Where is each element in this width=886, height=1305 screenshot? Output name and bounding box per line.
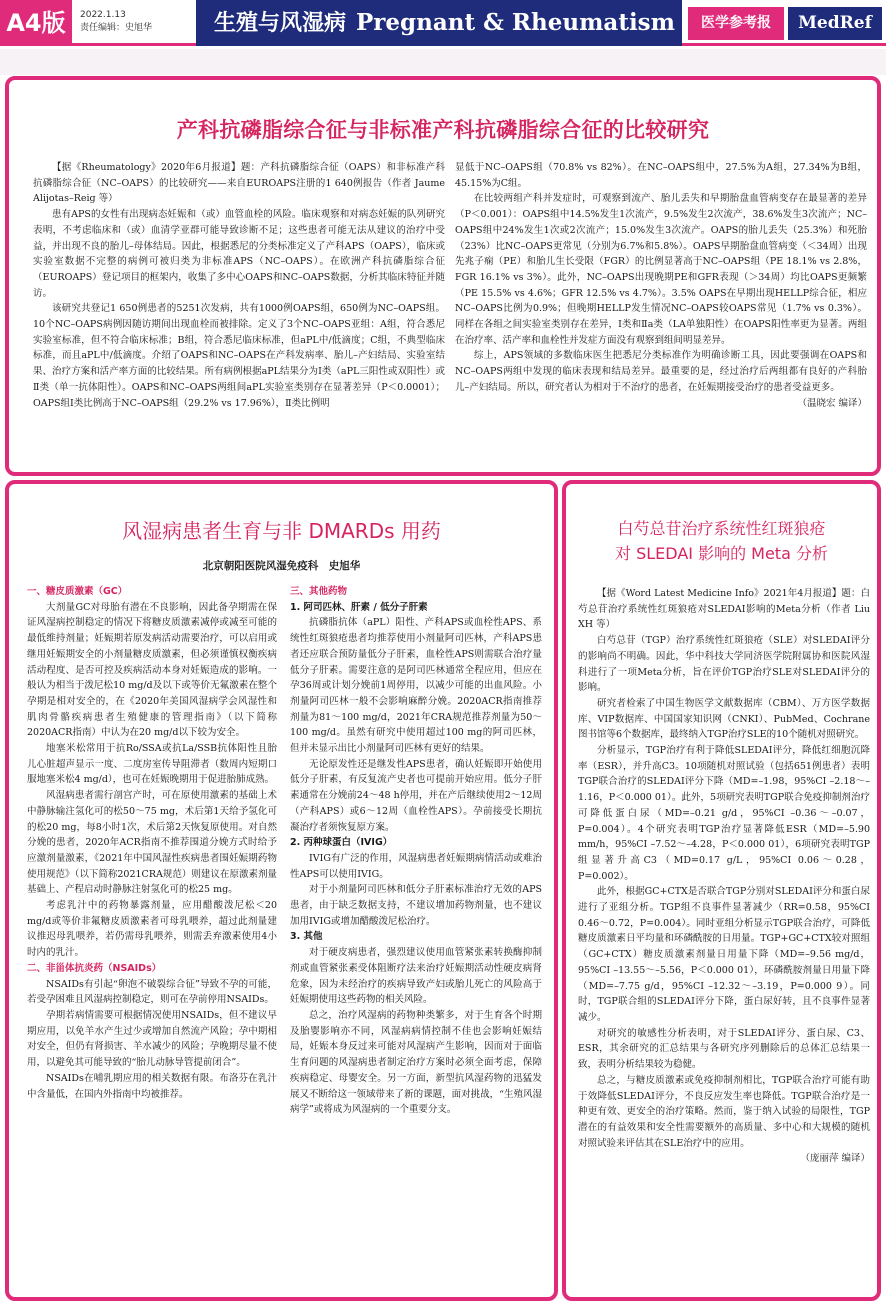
brand-en-logo: MedRef — [788, 7, 882, 40]
article1-column-left — [33, 160, 445, 472]
article3-paragraph: 【据《Word Latest Medicine Info》2021年4月报道】题：白芍总苷治疗系统性红斑狼疮对SLEDAI影响的Meta分析（作者 Liu XH 等） — [578, 588, 870, 631]
article1-paragraph: 该研究共登记1 650例患者的5251次发病，共有1000例OAPS组，650例为NC–OAPS组。10个NC–OAPS病例因随访期间出现血栓而被排除。定义了3个NC–OAPS亚组：A组，符合悉尼实验室标准，但不符合临床标准；B组，符合悉尼临床标准，但aPL中/低滴度；C组，不典型临床标准，而且aPL中/低滴度。介绍了OAPS和NC–OAPS在产科发病率、胎儿–产妇结局、实验室结果、治疗方案和活产率方面的比较结果。所有病例根据aPL结果分为Ⅰ类（aPL三阳性或双阳性）或Ⅱ类（单一抗体阳性）。OAPS和NC–OAPS两组间aPL实验室类别存在显著差异（P＜0.0001）；OAPS组Ⅰ类比例高于NC–OAPS组（29.2% vs 17.96%），Ⅱ类比例明 — [33, 303, 445, 409]
article2-paragraph: 大剂量GC对母胎有潜在不良影响，因此备孕期需在保证风湿病控制稳定的情况下将糖皮质激素减停或减至可能的最低维持剂量；妊娠期若原发病活动需要治疗，可以启用或继用妊娠期安全的小剂量糖皮质激素，但必须谨慎权衡疾病活动程度、是否可控及疾病活动本身对妊娠造成的影响。一般认为相当于泼尼松10 mg/d及以下或等价无氟激素在整个孕期是相对安全的，在《2020年美国风湿病学会风湿性和肌肉骨骼疾病患者生殖健康的管理指南》（以下简称2020ACR指南）中认为在20 mg/d以下较为安全。 — [27, 601, 277, 739]
page-number: A4版 — [0, 0, 72, 46]
article1-paragraph: 综上，APS领域的多数临床医生把悉尼分类标准作为明确诊断工具，因此要强调在OAPS和NC–OAPS两组中发现的临床表现和结局差异。最重要的是，经过治疗后两组都有良好的产科胎儿–产妇结局。所以，研究者认为相对于不治疗的患者，在妊娠期接受治疗的患者受益更多。 — [455, 350, 867, 393]
article2-paragraph: NSAIDs有引起“卵泡不破裂综合征”导致不孕的可能，若受孕困难且风湿病控制稳定，则可在孕前停用NSAIDs。 — [27, 978, 277, 1006]
issue-editor: 责任编辑：史旭华 — [80, 23, 153, 33]
article2-heading: 一、糖皮质激素（GC） — [27, 586, 128, 597]
article2-paragraph: 孕期若病情需要可根据情况使用NSAIDs，但不建议早期应用，以免羊水产生过少或增加自然流产风险；孕中期相对安全，但仍有肾损害、羊水减少的风险；孕晚期尽量不使用，以避免其可能导致的“胎儿动脉导管提前闭合”。 — [27, 1009, 277, 1069]
article2-paragraph: 对于小剂量阿司匹林和低分子肝素标准治疗无效的APS患者，由于缺乏数据支持，不建议增加药物剂量，也不建议加用IVIG或增加醋酸泼尼松治疗。 — [290, 884, 542, 927]
article2-paragraph: NSAIDs在哺乳期应用的相关数据有限。布洛芬在乳汁中含量低，在国内外指南中均被推荐。 — [27, 1072, 277, 1100]
article2-paragraph: 地塞米松常用于抗Ro/SSA或抗La/SSB抗体阳性且胎儿心脏超声显示一度、二度房室传导阻滞者（数周内短期口服地塞米松4 mg/d），也可在妊娠晚期用于促进胎肺成熟。 — [27, 743, 277, 786]
article3-title-line1: 白芍总苷治疗系统性红斑狼疮 — [617, 519, 826, 538]
article1-title: 产科抗磷脂综合征与非标准产科抗磷脂综合征的比较研究 — [176, 118, 710, 142]
article1-paragraph: 显低于NC–OAPS组（70.8% vs 82%）。在NC–OAPS组中，27.5%为A组，27.34%为B组，45.15%为C组。 — [455, 162, 867, 189]
brand-cn-logo: 医学参考报 — [688, 7, 784, 40]
issue-date: 2022.1.13 — [80, 10, 126, 20]
header-spacer-band — [0, 49, 886, 75]
article3-paragraph: 此外，根据GC+CTX是否联合TGP分别对SLEDAI评分和蛋白尿进行了亚组分析。TGP组不良事件显著减少（RR=0.58，95%CI 0.46～0.72，P=0.004）。同时亚组分析显示TGP联合治疗，可降低糖皮质激素日平均量和环磷酰胺的日用量。TGP+GC+CTX较对照组（GC+CTX）糖皮质激素剂量日用量下降（MD=–9.56 mg/d，95%CI –13.55～–5.56，P＜0.000 01），环磷酰胺剂量日用量下降（MD=–7.75 g/d，95%CI –12.32～–3.19，P=0.000 9）。同时，TGP联合组的SLEDAI评分下降，蛋白尿好转，且不良事件显著减少。 — [578, 886, 870, 1023]
article3-column — [578, 586, 870, 1298]
article2-paragraph: 风湿病患者需行剖宫产时，可在原使用激素的基础上术中静脉输注氢化可的松50～75 mg，术后第1天给予氢化可的松20 mg，每8小时1次，术后第2天恢复原使用。对自然分娩的患者，2020年ACR指南不推荐围道分娩方式时给予应激剂量激素，《2021年中国风湿性疾病患者围妊娠期药物使用规范》（以下简称2021CRA规范）则建议在原激素剂量基础上、产程启动时静脉注射氢化可的松25 mg。 — [27, 790, 277, 896]
article1-paragraph: 患有APS的女性有出现病态妊娠和（或）血管血栓的风险。临床观察和对病态妊娠的队列研究表明，不考虑临床和（或）血清学亚群可能导致诊断不足；这些患者可能无法从建议的治疗中受益，并出现不良的胎儿–母体结局。因此，根据悉尼的分类标准定义了产科APS（OAPS），临床或实验室数据不完整的病例可被归类为非标准APS（NC–OAPS）。在欧洲产科抗磷脂综合征（EUROAPS）登记项目的框架内，收集了多中心OAPS和NC–OAPS数据，分析其临床特征并随访。 — [33, 209, 445, 299]
article2-heading: 三、其他药物 — [290, 586, 348, 597]
section-banner — [196, 0, 682, 46]
article3-paragraph: 分析显示，TGP治疗有利于降低SLEDAI评分，降低红细胞沉降率（ESR），并升高C3。10项随机对照试验（包括651例患者）表明TGP联合治疗的SLEDAI评分下降（MD=–1.98，95%CI –2.18～–1.16，P＜0.000 01）。此外，5项研究表明TGP联合免疫抑制剂治疗可降低蛋白尿（MD=–0.21 g/d，95%CI –0.36～–0.07，P=0.004）。4个研究表明TGP治疗显著降低ESR（MD=–5.90 mm/h，95%CI –7.52～–4.28，P＜0.000 01），6项研究表明TGP组显著升高C3（MD=0.17 g/L，95%CI 0.06～0.28，P=0.002）。 — [578, 745, 870, 882]
article2-paragraph: 总之，治疗风湿病的药物种类繁多，对于生育各个时期及胎婴影响亦不同，风湿病病情控制不佳也会影响妊娠结局，妊娠本身反过来可能对风湿病产生影响，因而对于面临生育问题的风湿病患者制定治疗方案时必须全面考虑，保障疾病稳定、母婴安全。另一方面，新型抗风湿药物的迅猛发展又不断给这一领域带来了新的课题，面对挑战，“生殖风湿病学”或将成为风湿病的一个重要分支。 — [290, 1009, 542, 1116]
article1-paragraph: 在比较两组产科并发症时，可观察到流产、胎儿丢失和早期胎盘血管病变存在最显著的差异（P＜0.001）：OAPS组中14.5%发生1次流产，9.5%发生2次流产，38.6%发生3次流产；NC–OAPS组中24%发生1次或2次流产；15.0%发生3次流产。OAPS的胎儿丢失（25.3%）和死胎（23%）比NC–OAPS更常见（分别为6.7%和5.8%）。OAPS早期胎盘血管病变（＜34周）出现先兆子痫（PE）和胎儿生长受限（FGR）的比例显著高于NC–OAPS组（PE 18.1% vs 2.8%，FGR 16.1% vs 3%）。此外，NC–OAPS出现晚期PE和GFR表现（＞34周）均比OAPS更频繁（PE 15.5% vs 4.6%；GFR 12.5% vs 4.7%）。3.5% OAPS在早期出现HELLP综合征，相应NC–OAPS比例为0.9%；但晚期HELLP发生情况NC–OAPS较OAPS常见（1.7% vs 0.3%）。同样在各组之间实验室类别存在差异，Ⅰ类和Ⅱa类（LA单独阳性）在OAPS阳性率更为显著。两组在治疗率、活产率和血栓性并发症方面没有观察到组间明显差异。 — [455, 193, 867, 346]
article1-signature: （温晓宏 编译） — [797, 397, 867, 409]
page-header — [0, 0, 886, 46]
article2-subheading: 2. 丙种球蛋白（IVIG） — [290, 837, 393, 849]
article3-paragraph: 研究者检索了中国生物医学文献数据库（CBM）、万方医学数据库、VIP数据库、中国国家知识网（CNKI）、PubMed、Cochrane图书馆等6个数据库，最终纳入TGP治疗SLE的10个随机对照研究。 — [578, 697, 870, 741]
article2-paragraph: IVIG有广泛的作用，风湿病患者妊娠期病情活动或难治性APS可以使用IVIG。 — [290, 852, 542, 880]
section-title-en: Pregnant & Rheumatism — [356, 9, 675, 36]
section-title-cn: 生殖与风湿病 — [214, 11, 347, 36]
article-rheumatism-fertility — [5, 480, 558, 1301]
article3-paragraph: 对研究的敏感性分析表明，对于SLEDAI评分、蛋白尿、C3、ESR，其余研究的汇总结果与各研究序列删除后的总体汇总结果一致，表明分析结果较为稳健。 — [578, 1027, 870, 1071]
article2-column-right — [290, 584, 542, 1296]
article1-column-right — [455, 160, 867, 472]
article2-subheading: 3. 其他 — [290, 931, 323, 943]
article-tgp-sle-meta — [562, 480, 881, 1301]
article2-subheading: 1. 阿司匹林、肝素 / 低分子肝素 — [290, 601, 428, 613]
article2-title: 风湿病患者生育与非 DMARDs 用药 — [122, 519, 441, 543]
article2-author: 北京朝阳医院风湿免疫科 史旭华 — [202, 560, 361, 572]
issue-info — [80, 9, 152, 35]
article3-title-line2: 对 SLEDAI 影响的 Meta 分析 — [615, 544, 828, 563]
article3-signature: （庞丽萍 编译） — [800, 1153, 870, 1165]
article-obstetric-aps — [5, 76, 881, 476]
article3-title — [566, 516, 877, 566]
article2-heading: 二、非甾体抗炎药（NSAIDs） — [27, 962, 162, 974]
article1-paragraph: 【据《Rheumatology》2020年6月报道】题：产科抗磷脂综合征（OAPS）和非标准产科抗磷脂综合征（NC–OAPS）的比较研究——来自EUROAPS注册的1 640例报告（作者 Jaume Alijotas–Reig 等） — [33, 162, 445, 205]
article2-paragraph: 无论原发性还是继发性APS患者，确认妊娠即开始使用低分子肝素，有反复流产史者也可提前开始应用。低分子肝素通常在分娩前24～48 h停用，并在产后继续使用2～12周（产科APS）或6～12周（血栓性APS）。孕前接受长期抗凝治疗者须恢复原方案。 — [290, 758, 542, 833]
article3-paragraph: 白芍总苷（TGP）治疗系统性红斑狼疮（SLE）对SLEDAI评分的影响尚不明确。因此，华中科技大学同济医学院附属协和医院风湿科进行了一项Meta分析，旨在评价TGP治疗SLE对SLEDAI评分的影响。 — [578, 635, 870, 694]
article2-paragraph: 考虑乳汁中的药物暴露剂量，应用醋酸泼尼松＜20 mg/d或等价非氟糖皮质激素者可母乳喂养，超过此剂量建议推迟母乳喂养，若仍需母乳喂养，则需丢弃激素使用4小时内的乳汁。 — [27, 900, 277, 959]
article2-column-left — [27, 584, 277, 1296]
article3-paragraph: 总之，与糖皮质激素或免疫抑制剂相比，TGP联合治疗可能有助于效降低SLEDAI评分，不良反应发生率也降低。TGP联合治疗是一种更有效、更安全的治疗策略。然而，鉴于纳入试验的局限性，TGP潜在的有益效果和安全性需要额外的高质量、多中心和大规模的随机对照试验来评估其在SLE治疗中的应用。 — [578, 1074, 870, 1149]
article2-paragraph: 对于硬皮病患者，强烈建议使用血管紧张素转换酶抑制剂或血管紧张素受体阻断疗法来治疗妊娠期活动性硬皮病肾危象，因为未经治疗的疾病导致产妇或胎儿死亡的风险高于妊娠期使用这些药物的相关风险。 — [290, 947, 542, 1006]
article2-paragraph: 抗磷脂抗体（aPL）阳性、产科APS或血栓性APS、系统性红斑狼疮患者均推荐使用小剂量阿司匹林，产科APS患者还应联合预防量低分子肝素，血栓性APS则需联合治疗量低分子肝素。需要注意的是阿司匹林通常全程应用，但应在孕36周或计划分娩前1周停用，以减少可能的出血风险。小剂量阿司匹林一般不会影响麻醉分娩。2020ACR指南推荐剂量为81～100 mg/d，2021年CRA规范推荐剂量为50～100 mg/d。虽然有研究中使用超过100 mg的阿司匹林，但并未显示出比小剂量阿司匹林有更好的结果。 — [290, 617, 542, 755]
